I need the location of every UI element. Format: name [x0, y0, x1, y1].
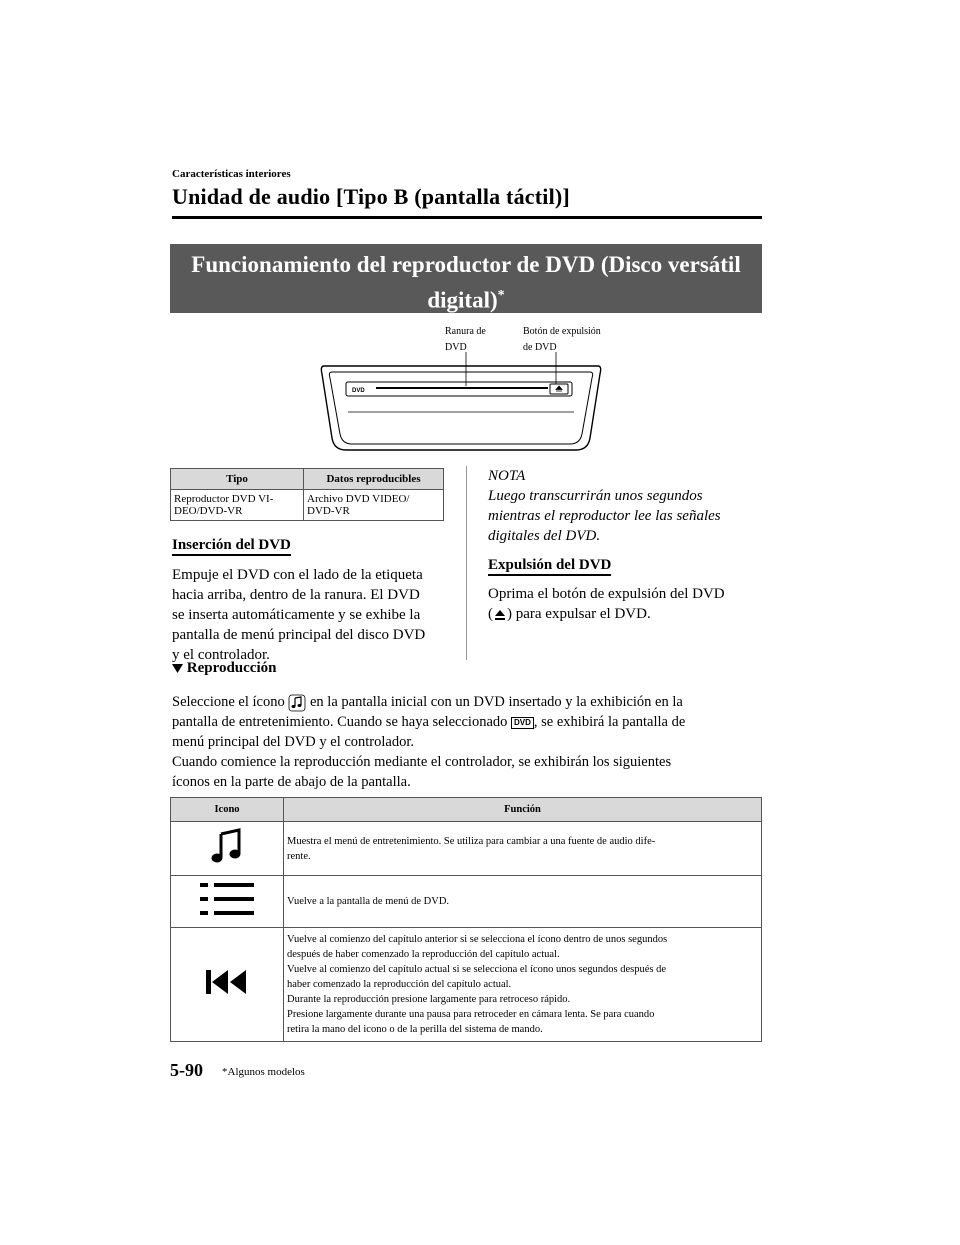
cell-line: DEO/DVD-VR	[174, 505, 243, 517]
fn-desc-cell	[284, 876, 762, 928]
fn-desc-line: Muestra el menú de entretenimiento. Se utiliza para cambiar a una fuente de audio dife-	[287, 835, 656, 847]
fn-desc-cell	[284, 822, 762, 876]
playback-line-1	[172, 692, 762, 712]
playback-text: Seleccione el ícono	[172, 694, 285, 710]
table-header-tipo: Tipo	[171, 469, 304, 490]
ejection-line-2-rest: ) para expulsar el DVD.	[507, 606, 651, 622]
insertion-line: hacia arriba, dentro de la ranura. El DVD	[172, 587, 420, 603]
fn-desc-line: Presione largamente durante una pausa para retroceder en cámara lenta. Se para cuando	[287, 1009, 655, 1020]
fn-desc-line: después de haber comenzado la reproducción del capítulo actual.	[287, 949, 560, 960]
unit-body-outer	[321, 366, 600, 450]
table-row	[171, 490, 444, 521]
note-line: mientras el reproductor lee las señales	[488, 508, 721, 524]
cell-line: Archivo DVD VIDEO/	[307, 493, 410, 505]
slot-label-line-2: DVD	[445, 342, 467, 353]
dvd-unit-diagram	[318, 350, 604, 456]
table-row	[171, 928, 762, 1042]
title-rule	[172, 216, 762, 219]
note-block	[488, 466, 758, 546]
cell-line: DVD-VR	[307, 505, 350, 517]
playable-types-table	[170, 468, 444, 521]
fn-desc-line: Vuelve al comienzo del capítulo actual si se selecciona el ícono unos segundos después de	[287, 964, 666, 975]
fn-icon-cell	[171, 876, 284, 928]
banner-line-2	[170, 280, 762, 316]
fn-header-funcion: Función	[284, 798, 762, 822]
page-title: Unidad de audio [Tipo B (pantalla táctil)]	[172, 184, 570, 209]
fn-icon-cell	[171, 928, 284, 1042]
icon-function-table	[170, 797, 762, 1042]
fn-desc-cell	[284, 928, 762, 1042]
table-header-datos: Datos reproducibles	[304, 469, 444, 490]
playback-text: pantalla de entretenimiento. Cuando se haya seleccionado	[172, 714, 508, 730]
eject-label-line-1: Botón de expulsión	[523, 326, 601, 337]
playback-text: , se exhibirá la pantalla de	[533, 714, 686, 730]
unit-body-inner	[329, 372, 592, 444]
playback-line-2	[172, 712, 762, 732]
fn-desc-line: retira la mano del icono o de la perilla del sistema de mando.	[287, 1024, 543, 1035]
page-number: 5-90	[170, 1060, 203, 1080]
ejection-paren: (	[488, 606, 493, 622]
table-row	[171, 822, 762, 876]
ejection-line-1: Oprima el botón de expulsión del DVD	[488, 586, 725, 602]
banner-line-2-text: digital)	[427, 287, 498, 313]
fn-desc-line: haber comenzado la reproducción del capítulo actual.	[287, 979, 512, 990]
playback-line-3: menú principal del DVD y el controlador.	[172, 734, 415, 750]
ejection-heading: Expulsión del DVD	[488, 557, 611, 576]
note-line: digitales del DVD.	[488, 528, 601, 544]
table-row	[171, 876, 762, 928]
insertion-heading: Inserción del DVD	[172, 537, 291, 556]
playback-heading: Reproducción	[186, 660, 277, 676]
playback-line-5: íconos en la parte de abajo de la pantalla.	[172, 774, 411, 790]
insertion-body	[172, 565, 452, 665]
fn-desc-line: Durante la reproducción presione largamente para retroceso rápido.	[287, 994, 571, 1005]
fn-desc-line: rente.	[287, 850, 311, 862]
triangle-down-icon	[172, 663, 183, 674]
fn-desc-line: Vuelve al comienzo del capítulo anterior si se selecciona el ícono dentro de unos segundos	[287, 934, 668, 945]
playback-heading-wrap	[172, 660, 276, 677]
skip-previous-icon	[204, 968, 250, 996]
music-note-icon	[288, 694, 306, 712]
playback-line-4: Cuando comience la reproducción mediante el controlador, se exhibirán los siguientes	[172, 754, 672, 770]
music-note-icon	[207, 826, 247, 866]
fn-icon-cell	[171, 822, 284, 876]
section-banner	[170, 244, 762, 313]
list-menu-icon	[198, 880, 256, 918]
playback-text: en la pantalla inicial con un DVD insertado y la exhibición en la	[309, 694, 683, 710]
ejection-body	[488, 584, 758, 624]
banner-line-1: Funcionamiento del reproductor de DVD (Disco versátil	[191, 252, 741, 277]
eject-icon	[556, 386, 562, 391]
insertion-line: Empuje el DVD con el lado de la etiqueta	[172, 567, 423, 583]
insertion-heading-wrap	[172, 536, 291, 554]
dvd-source-icon: DVD	[511, 717, 534, 729]
playback-body	[172, 692, 762, 792]
table-cell-datos	[304, 490, 444, 521]
table-cell-tipo	[171, 490, 304, 521]
fn-header-icono: Icono	[171, 798, 284, 822]
footnote: *Algunos modelos	[222, 1066, 305, 1078]
ejection-line-2	[488, 604, 758, 624]
eject-icon	[493, 608, 507, 622]
cell-line: Reproductor DVD VI-	[174, 493, 274, 505]
note-line: Luego transcurrirán unos segundos	[488, 488, 703, 504]
ejection-heading-wrap	[488, 556, 611, 574]
note-label: NOTA	[488, 468, 526, 484]
column-divider	[466, 466, 467, 660]
slot-dvd-badge: DVD	[352, 388, 365, 394]
fn-desc-line: Vuelve a la pantalla de menú de DVD.	[287, 896, 450, 907]
section-label: Características interiores	[172, 168, 291, 180]
eject-label-line-2: de DVD	[523, 342, 557, 353]
banner-asterisk: *	[497, 288, 505, 303]
insertion-line: y el controlador.	[172, 647, 270, 663]
insertion-line: pantalla de menú principal del disco DVD	[172, 627, 426, 643]
slot-label-line-1: Ranura de	[445, 326, 486, 337]
insertion-line: se inserta automáticamente y se exhibe la	[172, 607, 421, 623]
